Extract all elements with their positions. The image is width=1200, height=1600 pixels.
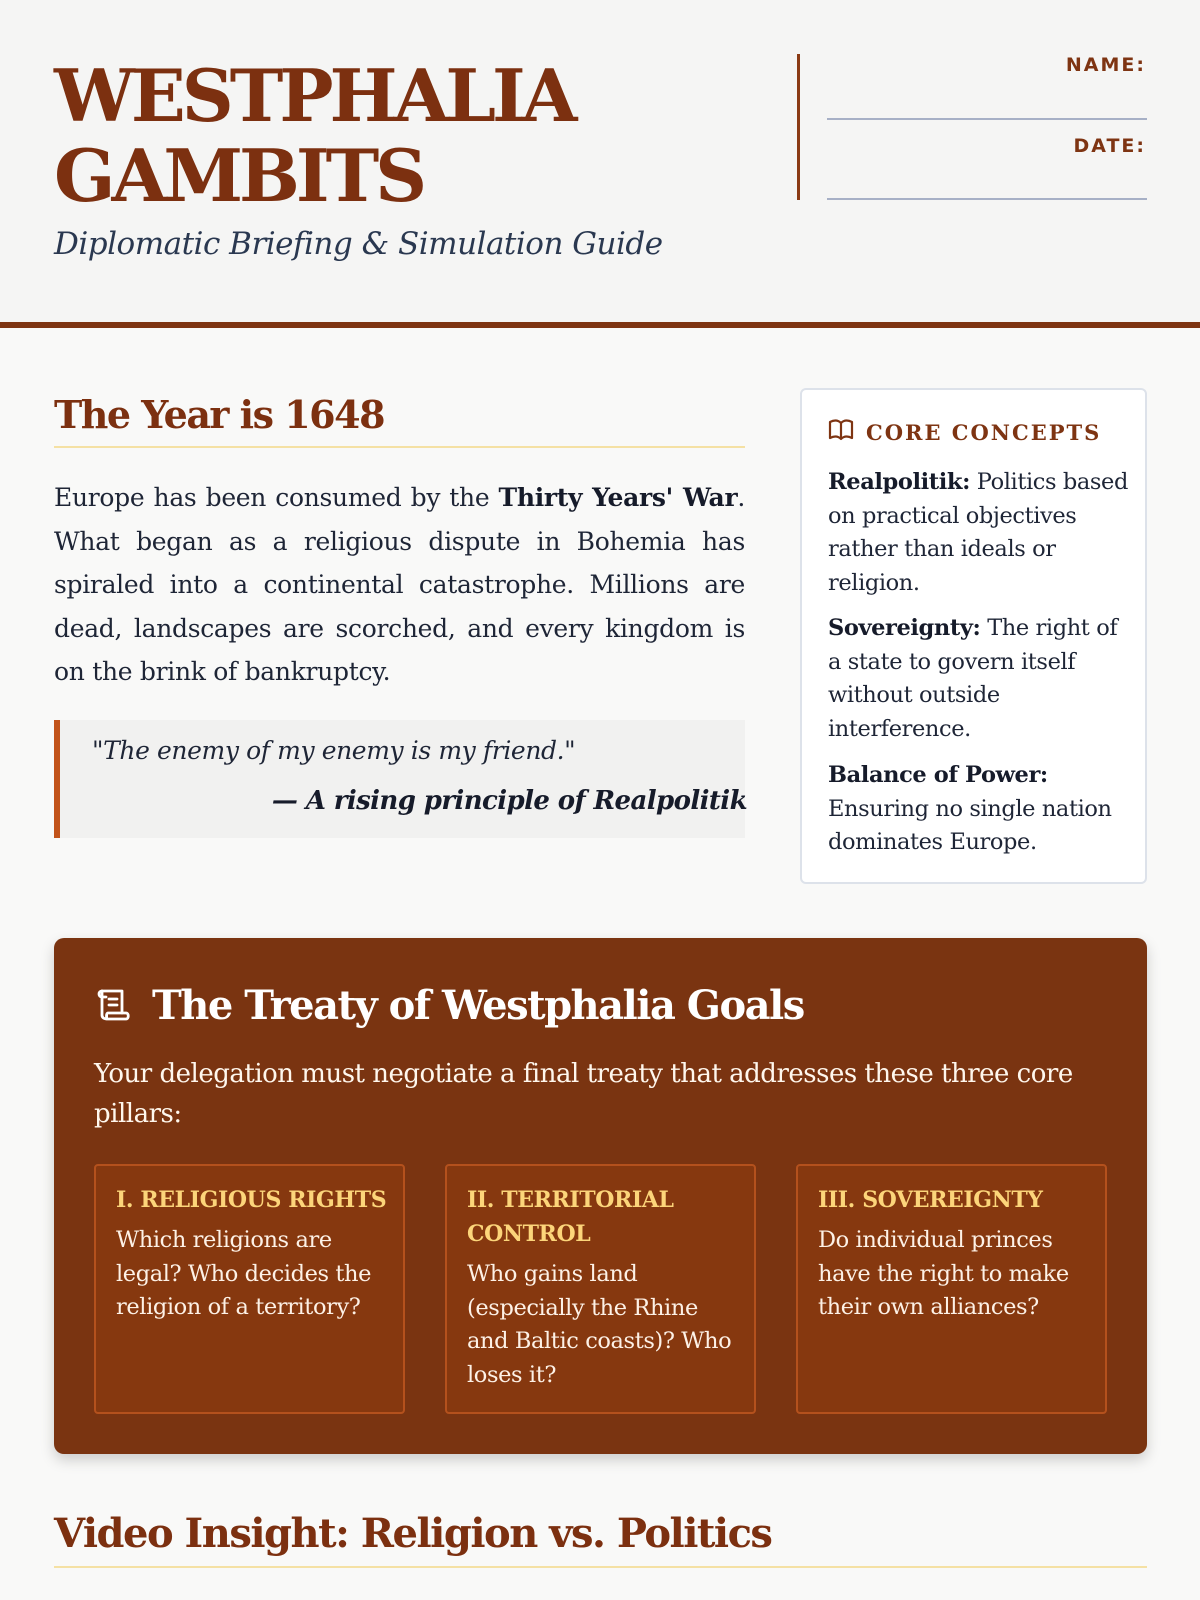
concept-definition: Politics based on practical objectives rather than ideals or religion. [828,469,1128,596]
quote-text: "The enemy of my enemy is my friend." [92,736,576,765]
name-label: NAME: [1065,54,1146,76]
treaty-header [94,982,804,1029]
intro-text-before: Europe has been consumed by the [54,483,499,512]
section-heading-year: The Year is 1648 [54,392,385,437]
pillar-body: Who gains land (especially the Rhine and Baltic coasts)? Who loses it? [467,1261,732,1388]
quote-citation: — A rising principle of Realpolitik [271,786,747,816]
page-header [0,0,1200,328]
pillar-card-territorial-control [445,1164,756,1414]
intro-text-after: . What began as a religious dispute in Bohemia has spiraled into a continental catastrophe. Millions are dead, landscapes are scorched, and every kingdom is on the brink of bankruptcy. [54,483,745,686]
pillar-card-sovereignty [796,1164,1107,1414]
date-field[interactable] [827,198,1147,200]
pillar-body: Which religions are legal? Who decides the religion of a territory? [116,1227,372,1320]
quote-block [54,720,745,838]
core-concepts-box [800,388,1147,884]
book-icon [828,418,854,446]
core-concepts-title: CORE CONCEPTS [866,419,1102,445]
date-label: DATE: [1073,135,1146,157]
concept-term: Realpolitik: [828,469,971,495]
pillar-card-religious-rights [94,1164,405,1414]
heading-underline [54,1566,1147,1568]
pillar-body: Do individual princes have the right to make their own alliances? [818,1227,1069,1320]
title-line-2: GAMBITS [54,133,424,218]
concept-balance-of-power [828,759,1128,860]
page-title [54,53,734,218]
concept-term: Balance of Power: [828,762,1048,788]
concept-definition: Ensuring no single nation dominates Europe. [828,795,1112,855]
page-subtitle: Diplomatic Briefing & Simulation Guide [54,226,663,262]
core-concepts-header [828,418,1101,446]
header-divider [797,54,800,200]
title-line-1: WESTPHALIA [54,53,574,138]
heading-underline [54,446,745,448]
name-field[interactable] [827,118,1147,120]
intro-text-bold: Thirty Years' War [498,483,738,512]
pillar-title: III. SOVEREIGNTY [818,1187,1043,1213]
intro-paragraph [54,476,745,694]
treaty-goals-panel [54,938,1147,1454]
scroll-icon [94,985,132,1027]
concept-term: Sovereignty: [828,615,981,641]
concept-definition: The right of a state to govern itself without outside interference. [828,615,1118,742]
pillar-title: II. TERRITORIAL CONTROL [467,1187,674,1247]
concept-realpolitik [828,466,1128,600]
section-heading-video: Video Insight: Religion vs. Politics [54,1510,772,1557]
pillar-title: I. RELIGIOUS RIGHTS [116,1187,387,1213]
treaty-intro: Your delegation must negotiate a final treaty that addresses these three core pillars: [94,1059,1073,1129]
treaty-title: The Treaty of Westphalia Goals [152,982,804,1029]
concept-sovereignty [828,612,1128,746]
